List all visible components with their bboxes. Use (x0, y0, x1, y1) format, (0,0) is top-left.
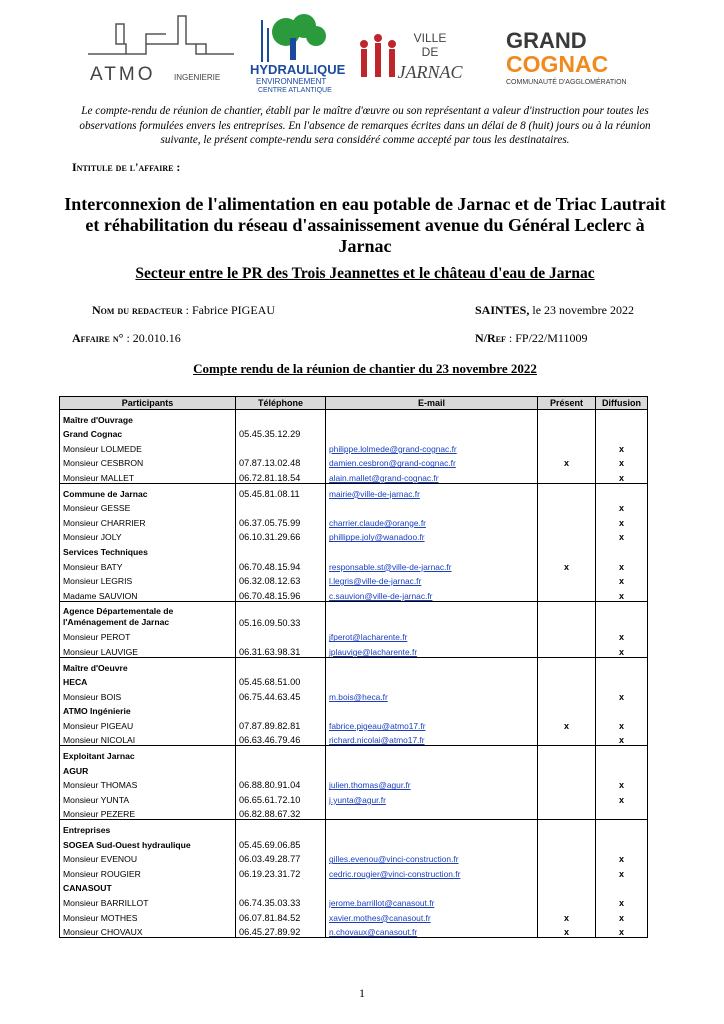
present-mark (538, 850, 596, 865)
participant-cell: Monsieur MOTHES (60, 908, 236, 923)
telephone-cell: 06.37.05.75.99 (236, 513, 326, 528)
header-diffusion: Diffusion (596, 397, 648, 410)
page-subtitle: Secteur entre le PR des Trois Jeannettes et le château d'eau de Jarnac (135, 265, 595, 282)
affaire-value: : 20.010.16 (123, 331, 181, 345)
participant-cell: Monsieur CHOVAUX (60, 923, 236, 938)
jarnac-logo (352, 24, 464, 94)
participant-cell: Grand Cognac (60, 425, 236, 440)
telephone-cell: 06.88.80.91.04 (236, 776, 326, 791)
email-link[interactable]: mairie@ville-de-jarnac.fr (326, 483, 538, 498)
present-mark (538, 642, 596, 657)
table-group-row (60, 601, 648, 628)
table-row (60, 586, 648, 601)
present-mark: x (538, 908, 596, 923)
diffusion-mark: x (596, 439, 648, 454)
present-mark (538, 731, 596, 746)
diffusion-mark: x (596, 716, 648, 731)
participant-cell: SOGEA Sud-Ouest hydraulique (60, 835, 236, 850)
diffusion-mark: x (596, 790, 648, 805)
present-mark (538, 687, 596, 702)
present-mark (538, 499, 596, 514)
present-mark (538, 425, 596, 440)
telephone-cell: 06.07.81.84.52 (236, 908, 326, 923)
diffusion-mark: x (596, 572, 648, 587)
participant-cell: Madame SAUVION (60, 586, 236, 601)
table-row (60, 513, 648, 528)
table-group-row (60, 702, 648, 717)
telephone-cell (236, 542, 326, 557)
present-mark (538, 864, 596, 879)
diffusion-mark (596, 835, 648, 850)
telephone-cell: 05.45.68.51.00 (236, 673, 326, 688)
table-row (60, 528, 648, 543)
participant-cell: Monsieur PEROT (60, 628, 236, 643)
table-group-row (60, 410, 648, 425)
present-mark (538, 628, 596, 643)
diffusion-mark: x (596, 499, 648, 514)
place: SAINTES, (475, 303, 530, 317)
participant-cell: Monsieur PEZERE (60, 805, 236, 820)
participant-cell: CANASOUT (60, 879, 236, 894)
participant-cell: Monsieur BATY (60, 557, 236, 572)
participant-cell: AGUR (60, 761, 236, 776)
email-link[interactable]: richard.nicolai@atmo17.fr (326, 731, 538, 746)
ref-value: : FP/22/M11009 (505, 331, 588, 345)
telephone-cell: 06.19.23.31.72 (236, 864, 326, 879)
hydraulique-logo-name: HYDRAULIQUE (250, 62, 346, 77)
participant-cell: Monsieur YUNTA (60, 790, 236, 805)
table-row (60, 572, 648, 587)
participant-cell: Maître d'Ouvrage (60, 410, 236, 425)
telephone-cell (236, 879, 326, 894)
table-body (60, 410, 648, 938)
diffusion-mark (596, 879, 648, 894)
telephone-cell (236, 657, 326, 672)
header-present: Présent (538, 397, 596, 410)
table-row (60, 893, 648, 908)
table-row (60, 805, 648, 820)
report-title: Compte rendu de la réunion de chantier du 23 novembre 2022 (193, 361, 537, 376)
table-row (60, 468, 648, 483)
participant-cell: Exploitant Jarnac (60, 746, 236, 761)
email-link (326, 805, 538, 820)
page-title: Interconnexion de l'alimentation en eau potable de Jarnac et de Triac Lautrait et réhabilitation du réseau d'assainissement avenue du Général Leclerc à Jarnac (64, 194, 666, 256)
diffusion-mark (596, 657, 648, 672)
redacteur-line (92, 303, 275, 318)
participant-cell: Commune de Jarnac (60, 483, 236, 498)
diffusion-mark (596, 746, 648, 761)
participant-cell: Maître d'Oeuvre (60, 657, 236, 672)
present-mark (538, 776, 596, 791)
table-group-row (60, 879, 648, 894)
telephone-cell: 05.45.81.08.11 (236, 483, 326, 498)
telephone-cell (236, 820, 326, 835)
header-email: E-mail (326, 397, 538, 410)
hydraulique-logo-line1: ENVIRONNEMENT (256, 77, 327, 86)
telephone-cell: 07.87.89.82.81 (236, 716, 326, 731)
diffusion-mark (596, 483, 648, 498)
present-mark (538, 702, 596, 717)
telephone-cell: 06.75.44.63.45 (236, 687, 326, 702)
table-group-row (60, 657, 648, 672)
diffusion-mark: x (596, 731, 648, 746)
table-row (60, 687, 648, 702)
email-link[interactable]: c.sauvion@ville-de-jarnac.fr (326, 586, 538, 601)
jarnac-logo-line2: DE (421, 45, 439, 59)
table-row (60, 864, 648, 879)
email-link (326, 746, 538, 761)
present-mark (538, 790, 596, 805)
present-mark: x (538, 557, 596, 572)
email-link[interactable]: jerome.barrillot@canasout.fr (326, 893, 538, 908)
present-mark (538, 586, 596, 601)
telephone-cell (236, 410, 326, 425)
diffusion-mark (596, 410, 648, 425)
telephone-cell: 05.16.09.50.33 (236, 601, 326, 628)
diffusion-mark: x (596, 642, 648, 657)
participants-table (59, 396, 648, 938)
present-mark (538, 483, 596, 498)
email-link (326, 425, 538, 440)
page-number: 1 (359, 986, 365, 1000)
present-mark (538, 835, 596, 850)
email-link (326, 499, 538, 514)
ref-line (475, 331, 587, 346)
diffusion-mark: x (596, 454, 648, 469)
diffusion-mark: x (596, 468, 648, 483)
diffusion-mark (596, 805, 648, 820)
email-link[interactable]: xavier.mothes@canasout.fr (326, 908, 538, 923)
table-row (60, 776, 648, 791)
table-group-row (60, 483, 648, 498)
participant-cell: Monsieur EVENOU (60, 850, 236, 865)
telephone-cell: 06.74.35.03.33 (236, 893, 326, 908)
participant-cell: Monsieur JOLY (60, 528, 236, 543)
email-link[interactable]: n.chovaux@canasout.fr (326, 923, 538, 938)
diffusion-mark: x (596, 557, 648, 572)
telephone-cell: 07.87.13.02.48 (236, 454, 326, 469)
participant-cell: Monsieur LOLMEDE (60, 439, 236, 454)
participant-cell: Monsieur ROUGIER (60, 864, 236, 879)
table-row (60, 850, 648, 865)
diffusion-mark: x (596, 528, 648, 543)
table-header-row (60, 397, 648, 410)
present-mark: x (538, 923, 596, 938)
present-mark (538, 528, 596, 543)
table-group-row (60, 673, 648, 688)
atmo-logo (86, 14, 236, 86)
participant-cell: Monsieur CHARRIER (60, 513, 236, 528)
logo-bar (0, 10, 724, 92)
email-link (326, 761, 538, 776)
table-group-row (60, 542, 648, 557)
email-link[interactable]: jfperot@lacharente.fr (326, 628, 538, 643)
email-link[interactable]: phillippe.joly@wanadoo.fr (326, 528, 538, 543)
email-link[interactable]: philippe.lolmede@grand-cognac.fr (326, 439, 538, 454)
table-row (60, 499, 648, 514)
telephone-cell: 06.70.48.15.94 (236, 557, 326, 572)
present-mark (538, 893, 596, 908)
hydraulique-logo (248, 10, 348, 96)
diffusion-mark: x (596, 923, 648, 938)
present-mark (538, 601, 596, 628)
telephone-cell (236, 439, 326, 454)
diffusion-mark (596, 542, 648, 557)
email-link[interactable]: jplauvige@lacharente.fr (326, 642, 538, 657)
email-link[interactable]: gilles.evenou@vinci-construction.fr (326, 850, 538, 865)
present-mark (538, 673, 596, 688)
present-mark (538, 513, 596, 528)
email-link (326, 820, 538, 835)
email-link[interactable]: alain.mallet@grand-cognac.fr (326, 468, 538, 483)
diffusion-mark: x (596, 864, 648, 879)
telephone-cell (236, 746, 326, 761)
email-link (326, 542, 538, 557)
diffusion-mark (596, 601, 648, 628)
diffusion-mark (596, 702, 648, 717)
jarnac-logo-line3: JARNAC (397, 62, 463, 82)
participant-cell: Monsieur MALLET (60, 468, 236, 483)
table-row (60, 790, 648, 805)
date: le 23 novembre 2022 (529, 303, 635, 317)
diffusion-mark: x (596, 628, 648, 643)
table-row (60, 439, 648, 454)
intro-notice: Le compte-rendu de réunion de chantier, établi par le maître d'œuvre ou son représentant a valeur d'instruction pour toutes les observations formulées envers les entreprises. En l'absence de remarques écrites dans un délai de 8 (huit) jours ou à la réunion suivante, le présent compte-rendu sera considéré comme accepté par tous les destinataires. (79, 105, 651, 146)
table-group-row (60, 761, 648, 776)
telephone-cell: 06.45.27.89.92 (236, 923, 326, 938)
present-mark (538, 572, 596, 587)
email-link[interactable]: charrier.claude@orange.fr (326, 513, 538, 528)
telephone-cell: 06.72.81.18.54 (236, 468, 326, 483)
table-row (60, 642, 648, 657)
redacteur-value: : Fabrice PIGEAU (182, 303, 275, 317)
jarnac-logo-line1: VILLE (413, 31, 447, 45)
telephone-cell: 06.32.08.12.63 (236, 572, 326, 587)
present-mark (538, 879, 596, 894)
present-mark (538, 657, 596, 672)
table-group-row (60, 746, 648, 761)
telephone-cell: 06.70.48.15.96 (236, 586, 326, 601)
table-row (60, 908, 648, 923)
email-link[interactable]: responsable.st@ville-de-jarnac.fr (326, 557, 538, 572)
participant-cell: Entreprises (60, 820, 236, 835)
email-link (326, 879, 538, 894)
email-link (326, 657, 538, 672)
grand-cognac-logo (500, 24, 640, 90)
telephone-cell: 06.63.46.79.46 (236, 731, 326, 746)
present-mark: x (538, 454, 596, 469)
header-telephone: Téléphone (236, 397, 326, 410)
present-mark (538, 820, 596, 835)
email-link (326, 601, 538, 628)
atmo-logo-name: ATMO (90, 64, 156, 85)
hydraulique-logo-line2: CENTRE ATLANTIQUE (258, 87, 332, 94)
table-group-row (60, 820, 648, 835)
telephone-cell (236, 761, 326, 776)
email-link (326, 835, 538, 850)
ref-label: N/Ref (475, 331, 506, 345)
atmo-logo-sub: INGENIERIE (174, 73, 221, 82)
place-date-line (475, 303, 634, 318)
diffusion-mark: x (596, 776, 648, 791)
present-mark (538, 746, 596, 761)
diffusion-mark: x (596, 850, 648, 865)
present-mark (538, 439, 596, 454)
present-mark (538, 761, 596, 776)
telephone-cell: 06.31.63.98.31 (236, 642, 326, 657)
affaire-label: Affaire n° (72, 331, 124, 345)
table-row (60, 716, 648, 731)
email-link[interactable]: cedric.rougier@vinci-construction.fr (326, 864, 538, 879)
diffusion-mark: x (596, 893, 648, 908)
telephone-cell: 06.10.31.29.66 (236, 528, 326, 543)
table-row (60, 557, 648, 572)
participant-cell: Services Techniques (60, 542, 236, 557)
email-link (326, 410, 538, 425)
header-participants: Participants (60, 397, 236, 410)
cognac-logo-line3: COMMUNAUTÉ D'AGGLOMÉRATION (506, 79, 627, 86)
participant-cell: Monsieur LAUVIGE (60, 642, 236, 657)
diffusion-mark: x (596, 687, 648, 702)
participant-cell: Monsieur NICOLAI (60, 731, 236, 746)
affaire-line (72, 331, 181, 346)
present-mark (538, 410, 596, 425)
telephone-cell: 06.82.88.67.32 (236, 805, 326, 820)
telephone-cell: 06.03.49.28.77 (236, 850, 326, 865)
table-row (60, 454, 648, 469)
present-mark (538, 468, 596, 483)
table-group-row (60, 835, 648, 850)
email-link[interactable]: damien.cesbron@grand-cognac.fr (326, 454, 538, 469)
diffusion-mark (596, 820, 648, 835)
telephone-cell (236, 702, 326, 717)
telephone-cell: 06.65.61.72.10 (236, 790, 326, 805)
telephone-cell (236, 499, 326, 514)
table-row (60, 628, 648, 643)
diffusion-mark: x (596, 908, 648, 923)
cognac-logo-line2: COGNAC (506, 51, 609, 77)
diffusion-mark: x (596, 586, 648, 601)
telephone-cell (236, 628, 326, 643)
present-mark (538, 542, 596, 557)
redacteur-label: Nom du redacteur (92, 303, 183, 317)
email-link (326, 702, 538, 717)
table-row (60, 731, 648, 746)
email-link[interactable]: j.yunta@agur.fr (326, 790, 538, 805)
participant-cell: Monsieur PIGEAU (60, 716, 236, 731)
email-link[interactable]: l.legris@ville-de-jarnac.fr (326, 572, 538, 587)
email-link[interactable]: m.bois@heca.fr (326, 687, 538, 702)
table-group-row (60, 425, 648, 440)
participant-cell: Monsieur LEGRIS (60, 572, 236, 587)
participant-cell: Monsieur BARRILLOT (60, 893, 236, 908)
participant-cell: Monsieur THOMAS (60, 776, 236, 791)
participant-cell: Agence Départementale de l'Aménagement de Jarnac (60, 601, 236, 628)
table-row (60, 923, 648, 938)
present-mark: x (538, 716, 596, 731)
present-mark (538, 805, 596, 820)
email-link[interactable]: fabrice.pigeau@atmo17.fr (326, 716, 538, 731)
participant-cell: Monsieur GESSE (60, 499, 236, 514)
telephone-cell: 05.45.69.06.85 (236, 835, 326, 850)
email-link[interactable]: julien.thomas@agur.fr (326, 776, 538, 791)
diffusion-mark (596, 761, 648, 776)
participant-cell: Monsieur BOIS (60, 687, 236, 702)
telephone-cell: 05.45.35.12.29 (236, 425, 326, 440)
participant-cell: ATMO Ingénierie (60, 702, 236, 717)
diffusion-mark (596, 425, 648, 440)
diffusion-mark (596, 673, 648, 688)
participant-cell: Monsieur CESBRON (60, 454, 236, 469)
intitule-label: Intitule de l'affaire : (72, 160, 181, 174)
participant-cell: HECA (60, 673, 236, 688)
cognac-logo-line1: GRAND (506, 28, 587, 53)
email-link (326, 673, 538, 688)
diffusion-mark: x (596, 513, 648, 528)
